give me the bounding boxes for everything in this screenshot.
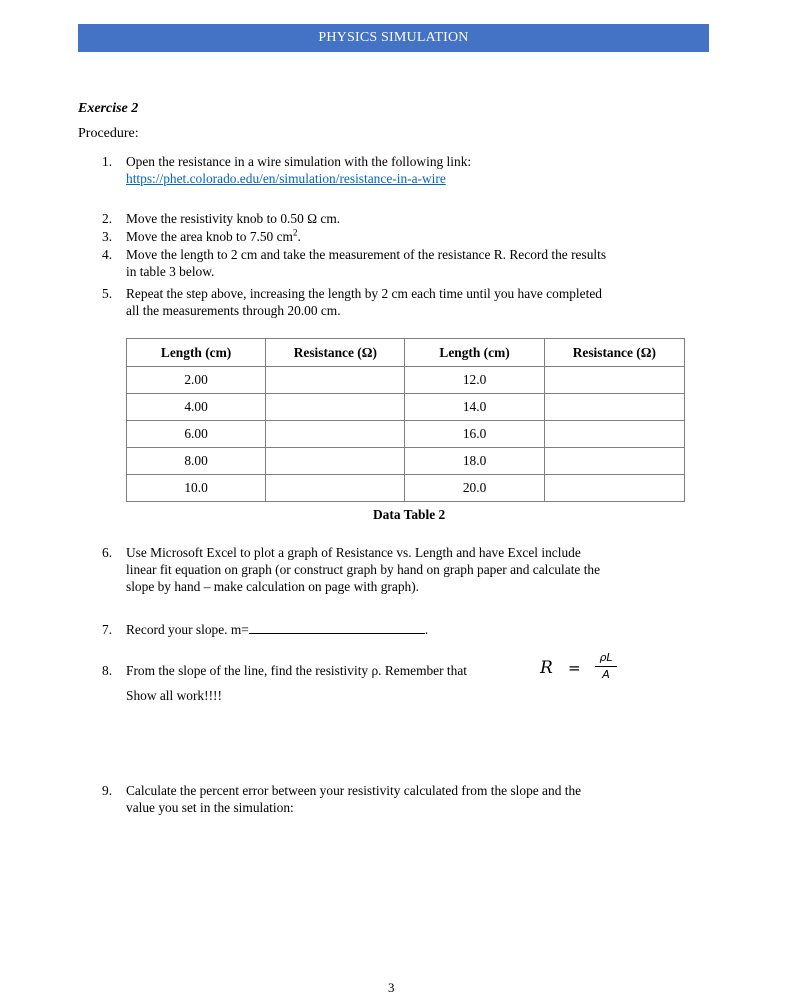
step-number: 2. [102,211,113,226]
step-number: 7. [102,622,113,637]
step-text-line: Calculate the percent error between your resistivity calculated from the slope and the [126,783,582,798]
step-text-line: Show all work!!!! [126,688,222,703]
slope-answer-blank[interactable] [249,621,425,634]
step-text-line: Repeat the step above, increasing the length by 2 cm each time until you have completed [126,286,602,301]
step-number: 1. [102,154,113,169]
step-text: Open the resistance in a wire simulation with the following link: [126,154,472,169]
length-cell: 14.0 [405,394,544,421]
step-text-main: Move the area knob to 7.50 cm [126,229,293,244]
column-header: Length (cm) [405,339,544,367]
step-text-end: . [297,229,301,244]
length-cell: 4.00 [127,394,266,421]
length-cell: 20.0 [405,475,544,502]
resistance-cell[interactable] [266,448,405,475]
step-number: 8. [102,663,113,678]
step-number: 3. [102,229,113,244]
step-text-line: linear fit equation on graph (or construct graph by hand on graph paper and calculate the [126,562,601,577]
table-row [127,367,685,394]
exercise-title: Exercise 2 [78,101,139,116]
formula-lhs: R [540,658,553,678]
step-text-line: Use Microsoft Excel to plot a graph of Resistance vs. Length and have Excel include [126,545,581,560]
step-text: From the slope of the line, find the resistivity ρ. Remember that [126,663,468,678]
step-number: 5. [102,286,113,301]
table-row [127,448,685,475]
length-cell: 18.0 [405,448,544,475]
step-number: 9. [102,783,113,798]
resistance-cell[interactable] [544,475,684,502]
table-row [127,475,685,502]
step-number: 4. [102,247,113,262]
step-text: Record your slope. m= [126,622,249,637]
procedure-label: Procedure: [78,126,139,141]
page-number: 3 [388,980,395,995]
resistance-cell[interactable] [266,421,405,448]
column-header: Resistance (Ω) [266,339,405,367]
superscript: 2 [292,227,298,238]
length-cell: 12.0 [405,367,544,394]
table-row [127,394,685,421]
length-cell: 10.0 [127,475,266,502]
resistance-cell[interactable] [266,394,405,421]
formula-numerator: ρL [599,651,613,664]
header-banner: PHYSICS SIMULATION [78,24,709,52]
formula-fraction [595,651,617,682]
fraction-bar [595,666,617,667]
table-row [127,421,685,448]
step-text-line: slope by hand – make calculation on page with graph). [126,579,420,594]
table-header-row [127,339,685,367]
step-text-line: value you set in the simulation: [126,800,294,815]
step-text [126,228,716,245]
simulation-link[interactable]: https://phet.colorado.edu/en/simulation/resistance-in-a-wire [126,171,446,186]
resistance-cell[interactable] [544,394,684,421]
column-header: Resistance (Ω) [544,339,684,367]
table-caption: Data Table 2 [373,507,446,522]
column-header: Length (cm) [127,339,266,367]
resistance-cell[interactable] [544,367,684,394]
data-table [126,338,685,502]
resistance-cell[interactable] [266,367,405,394]
length-cell: 2.00 [127,367,266,394]
formula-denominator: A [602,668,610,681]
resistance-cell[interactable] [266,475,405,502]
step-number: 6. [102,545,113,560]
length-cell: 16.0 [405,421,544,448]
length-cell: 8.00 [127,448,266,475]
step-text-line: all the measurements through 20.00 cm. [126,303,341,318]
step-text-end: . [424,622,429,637]
step-text-line: Move the length to 2 cm and take the measurement of the resistance R. Record the results [126,247,607,262]
resistance-cell[interactable] [544,421,684,448]
resistance-cell[interactable] [544,448,684,475]
formula-equals: = [568,659,581,677]
length-cell: 6.00 [127,421,266,448]
step-text-line: in table 3 below. [126,264,215,279]
step-text: Move the resistivity knob to 0.50 Ω cm. [126,211,341,226]
